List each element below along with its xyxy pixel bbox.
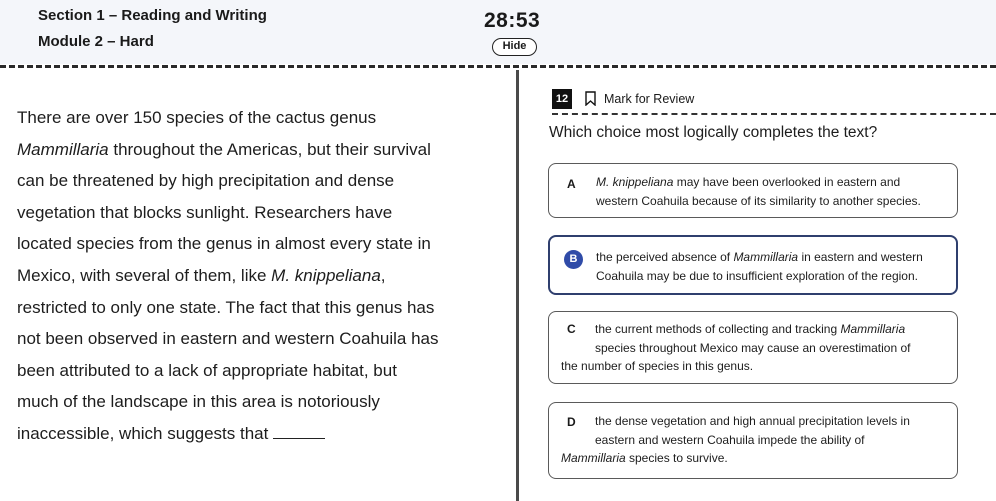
choice-letter: D (567, 415, 576, 429)
question-divider (552, 113, 996, 115)
passage-line: been attributed to a lack of appropriate habitat, but (17, 360, 397, 380)
pane-resize-handle[interactable] (516, 70, 519, 501)
passage-line: inaccessible, which suggests that (17, 418, 497, 450)
answer-choice-b[interactable] (548, 235, 958, 295)
question-number: 12 (552, 89, 572, 109)
bookmark-icon[interactable] (585, 91, 596, 106)
module-title: Module 2 – Hard (38, 33, 154, 50)
reading-passage (17, 102, 497, 450)
choice-letter-selected: B (564, 250, 583, 269)
choice-text-wrap: Mammillaria species to survive. (561, 451, 728, 465)
answer-choice-d[interactable] (548, 402, 958, 479)
passage-line: not been observed in eastern and western Coahuila has (17, 329, 439, 349)
choice-text: M. knippeliana may have been overlooked in eastern and western Coahuila because of its similarity to another species. (596, 175, 921, 208)
choice-text: the current methods of collecting and tracking Mammillaria species throughout Mexico may cause an overestimation of (595, 322, 911, 355)
choice-letter: C (567, 322, 576, 336)
question-prompt: Which choice most logically completes the text? (549, 124, 878, 141)
choice-text: the perceived absence of Mammillaria in eastern and western Coahuila may be due to insufficient exploration of the region. (596, 250, 923, 283)
passage-line: can be threatened by high precipitation and dense (17, 171, 395, 191)
mark-for-review-button[interactable]: Mark for Review (604, 92, 695, 106)
passage-line: restricted to only one state. The fact that this genus has (17, 297, 435, 317)
passage-line: vegetation that blocks sunlight. Researchers have (17, 202, 393, 222)
passage-line: Mexico, with several of them, like M. knippeliana, (17, 265, 386, 285)
header-divider (0, 65, 996, 68)
section-title: Section 1 – Reading and Writing (38, 7, 267, 24)
question-toolbar (552, 89, 996, 113)
answer-choice-c[interactable] (548, 311, 958, 384)
choice-text-wrap: the number of species in this genus. (561, 359, 754, 373)
countdown-timer: 28:53 (484, 9, 541, 32)
passage-line: located species from the genus in almost every state in (17, 234, 431, 254)
answer-choice-a[interactable] (548, 163, 958, 218)
passage-line: Mammillaria throughout the Americas, but their survival (17, 139, 431, 159)
passage-line: There are over 150 species of the cactus genus (17, 108, 377, 127)
hide-timer-button[interactable]: Hide (492, 38, 537, 56)
choice-letter: A (567, 177, 576, 191)
choice-text: the dense vegetation and high annual precipitation levels in eastern and western Coahuila impede the ability of (595, 414, 910, 447)
answer-blank (273, 425, 325, 439)
passage-line: much of the landscape in this area is notoriously (17, 392, 380, 412)
test-header (0, 0, 996, 64)
